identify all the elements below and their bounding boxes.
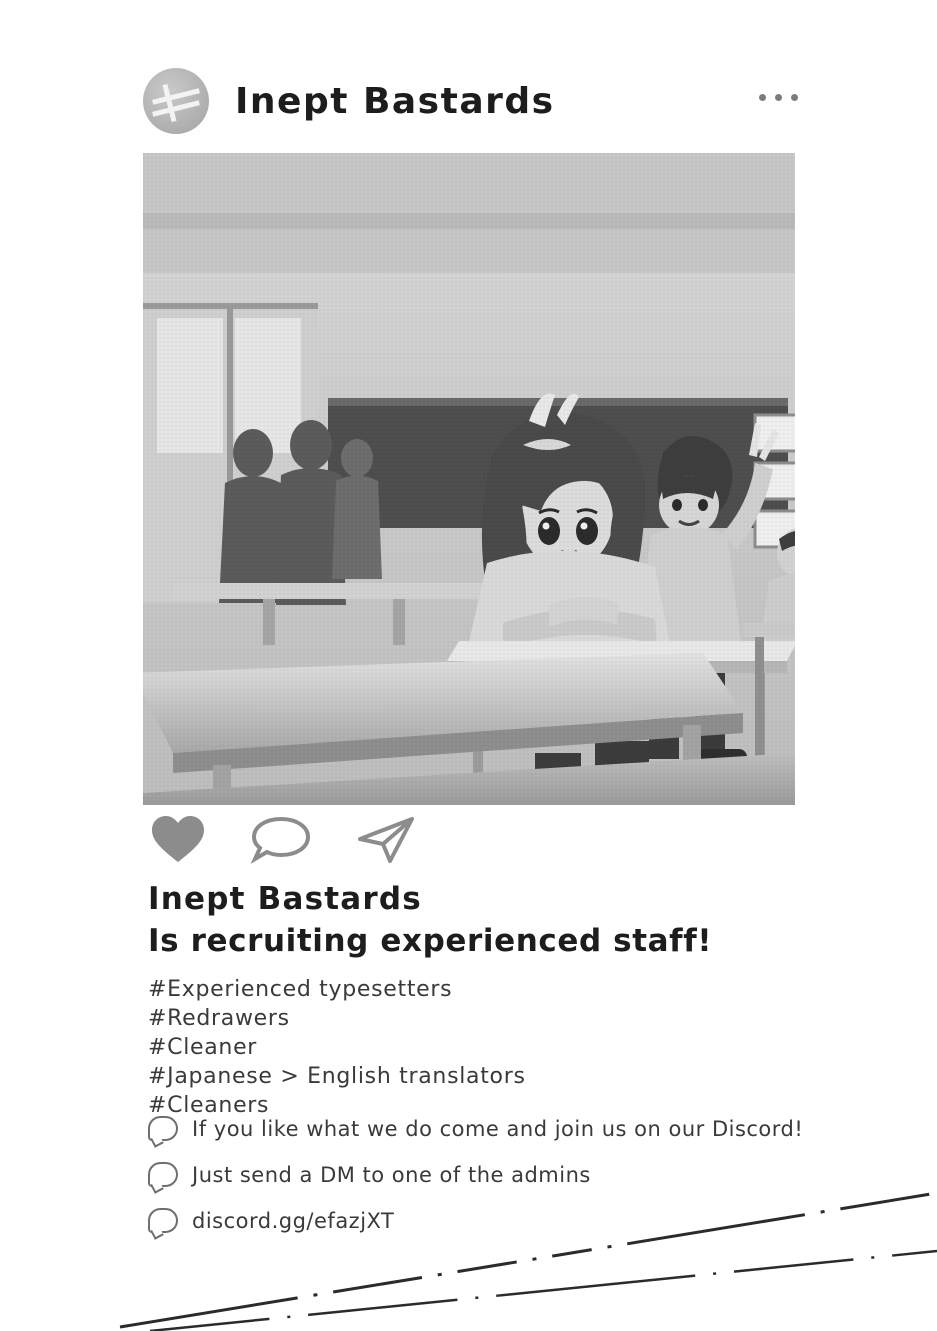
caption-subtitle: Is recruiting experienced staff!	[148, 922, 713, 959]
heart-icon-graphic	[150, 815, 206, 865]
avatar[interactable]	[143, 68, 209, 134]
speech-bubble-icon	[148, 1116, 178, 1141]
speech-bubble-icon[interactable]	[250, 815, 312, 865]
hashtag-item[interactable]: #Japanese > English translators	[148, 1064, 526, 1090]
speech-bubble-icon-graphic	[250, 815, 312, 865]
comment-text: Just send a DM to one of the admins	[192, 1162, 591, 1187]
comment-item	[148, 1202, 888, 1239]
heart-icon[interactable]	[150, 815, 206, 865]
post-image-graphic	[143, 153, 795, 805]
more-options-icon[interactable]	[759, 94, 798, 101]
paper-plane-icon-graphic	[356, 815, 416, 865]
hashtag-item[interactable]: #Cleaners	[148, 1093, 270, 1119]
caption-title: Inept Bastards	[148, 881, 422, 917]
comment-item	[148, 1110, 888, 1147]
speech-bubble-icon	[148, 1208, 178, 1233]
comment-link[interactable]: discord.gg/efazjXT	[192, 1208, 395, 1233]
comment-item	[148, 1156, 888, 1193]
comment-text: If you like what we do come and join us on our Discord!	[192, 1116, 804, 1141]
post-action-bar	[150, 812, 570, 868]
hashtag-item[interactable]: #Experienced typesetters	[148, 977, 453, 1003]
more-options-dot	[775, 94, 782, 101]
more-options-dot	[791, 94, 798, 101]
speech-bubble-icon	[148, 1162, 178, 1187]
more-options-dot	[759, 94, 766, 101]
post-caption	[148, 880, 848, 1136]
post-image[interactable]	[143, 153, 795, 805]
paper-plane-icon[interactable]	[356, 815, 416, 865]
avatar-glyph-stroke	[162, 84, 176, 122]
comment-list	[148, 1110, 888, 1248]
hashtag-list	[148, 975, 848, 1120]
hashtag-item[interactable]: #Cleaner	[148, 1035, 258, 1061]
hashtag-item[interactable]: #Redrawers	[148, 1006, 290, 1032]
account-name[interactable]: Inept Bastards	[235, 80, 555, 122]
post-header	[143, 62, 798, 140]
